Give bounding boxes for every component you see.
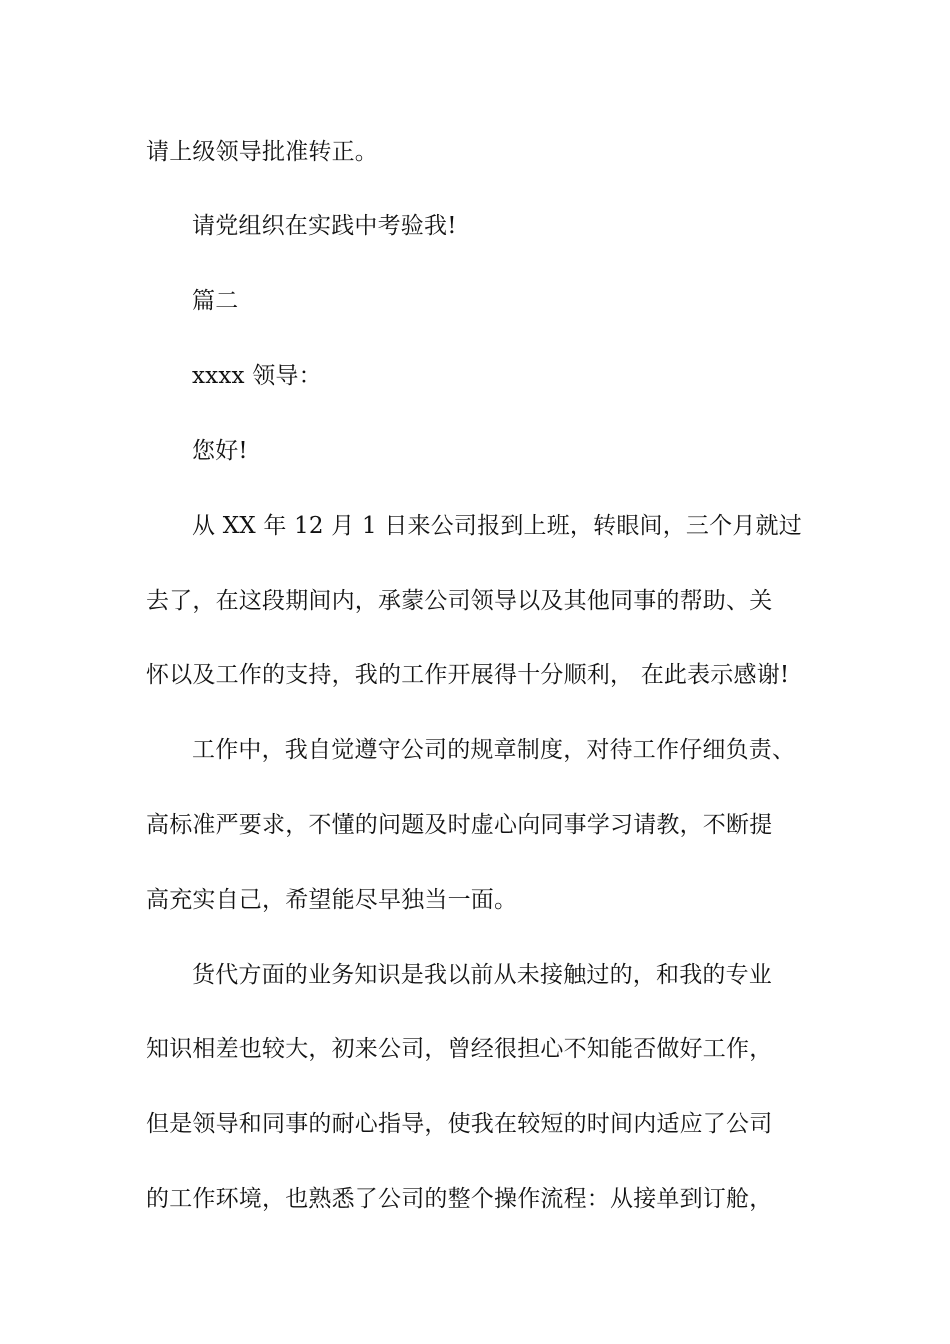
section-heading: 篇二 xyxy=(192,288,239,314)
paragraph-line: 高标准严要求，不懂的问题及时虚心向同事学习请教，不断提 xyxy=(146,812,773,838)
paragraph-line: 货代方面的业务知识是我以前从未接触过的，和我的专业 xyxy=(192,962,772,988)
greeting: 您好! xyxy=(192,438,248,464)
paragraph-line: 怀以及工作的支持，我的工作开展得十分顺利， 在此表示感谢! xyxy=(146,662,790,688)
paragraph-line: 高充实自己，希望能尽早独当一面。 xyxy=(146,887,518,913)
paragraph-line: 请上级领导批准转正。 xyxy=(146,139,378,165)
paragraph-line: 从 XX 年 12 月 1 日来公司报到上班，转眼间，三个月就过 xyxy=(192,513,802,539)
paragraph-line: 请党组织在实践中考验我! xyxy=(192,213,457,239)
paragraph-line: 但是领导和同事的耐心指导，使我在较短的时间内适应了公司 xyxy=(146,1111,773,1137)
paragraph-line: 去了，在这段期间内，承蒙公司领导以及其他同事的帮助、关 xyxy=(146,588,773,614)
salutation: xxxx 领导： xyxy=(192,363,322,389)
paragraph-line: 的工作环境，也熟悉了公司的整个操作流程：从接单到订舱， xyxy=(146,1186,773,1212)
paragraph-line: 工作中，我自觉遵守公司的规章制度，对待工作仔细负责、 xyxy=(192,737,796,763)
paragraph-line: 知识相差也较大，初来公司，曾经很担心不知能否做好工作， xyxy=(146,1036,773,1062)
